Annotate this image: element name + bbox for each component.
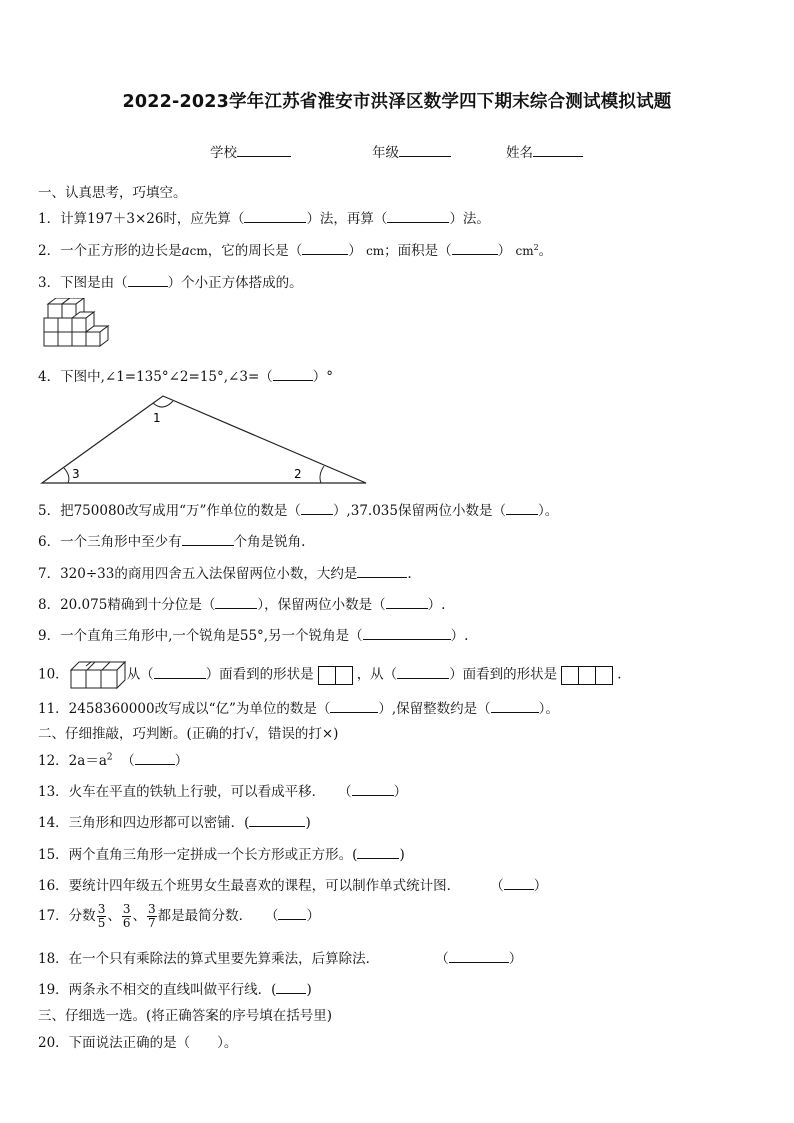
answer-blank[interactable] xyxy=(135,753,175,765)
answer-blank[interactable] xyxy=(182,534,234,546)
answer-blank[interactable] xyxy=(357,847,399,859)
question-8: 8．20.075精确到十分位是（ ），保留两位小数是（ ）. xyxy=(38,597,446,613)
question-7: 7．320÷33的商用四舍五入法保留两位小数，大约是 . xyxy=(38,566,412,582)
question-2: 2．一个正方形的边长是acm，它的周长是（ ） cm；面积是（ ） $cm^2$。 xyxy=(38,243,553,259)
section-1-heading: 一、认真思考，巧填空。 xyxy=(38,185,187,201)
triangle-figure xyxy=(40,392,370,488)
answer-blank[interactable] xyxy=(363,628,451,640)
answer-blank[interactable] xyxy=(352,784,394,796)
answer-blank[interactable] xyxy=(301,503,333,515)
angle-2-label: 2 xyxy=(294,467,302,481)
angle-1-label: 1 xyxy=(153,411,161,425)
answer-blank[interactable] xyxy=(273,369,313,381)
question-11: 11．2458360000改写成以“亿”为单位的数是（ ）,保留整数约是（ ）。 xyxy=(38,701,559,717)
grade-field[interactable]: 年级 xyxy=(372,141,451,161)
answer-blank[interactable] xyxy=(397,667,449,679)
question-20: 20．下面说法正确的是（ ）。 xyxy=(38,1035,238,1051)
answer-blank[interactable] xyxy=(452,243,498,255)
three-squares-shape xyxy=(561,666,613,685)
name-field[interactable]: 姓名 xyxy=(506,141,583,161)
answer-blank[interactable] xyxy=(249,815,305,827)
question-15: 15．两个直角三角形一定拼成一个长方形或正方形。( ) xyxy=(38,847,405,863)
question-12: 12．$2a=a^2$ （ ） xyxy=(38,752,189,769)
question-18: 18．在一个只有乘除法的算式里要先算乘法，后算除法． （ ） xyxy=(38,951,523,967)
cubes-figure xyxy=(40,298,112,354)
answer-blank[interactable] xyxy=(244,211,306,223)
answer-blank[interactable] xyxy=(357,566,407,578)
question-5: 5．把750080改写成用“万”作单位的数是（ ）,37.035保留两位小数是（ ）。 xyxy=(38,503,559,519)
answer-blank[interactable] xyxy=(276,982,306,994)
question-3: 3．下图是由（ ）个小正方体搭成的。 xyxy=(38,275,303,291)
school-field[interactable]: 学校 xyxy=(210,141,291,161)
answer-blank[interactable] xyxy=(330,701,378,713)
answer-blank[interactable] xyxy=(386,597,428,609)
question-16: 16．要统计四年级五个班男女生最喜欢的课程，可以制作单式统计图． （ ） xyxy=(38,878,548,894)
answer-blank[interactable] xyxy=(449,951,509,963)
answer-blank[interactable] xyxy=(302,243,348,255)
question-6: 6．一个三角形中至少有 个角是锐角. xyxy=(38,534,306,550)
cube-row-figure xyxy=(69,660,127,690)
answer-blank[interactable] xyxy=(278,908,306,920)
question-14: 14．三角形和四边形都可以密铺．( ) xyxy=(38,815,311,831)
two-squares-shape xyxy=(318,666,353,685)
question-9: 9．一个直角三角形中,一个锐角是55°,另一个锐角是（ ）. xyxy=(38,628,469,644)
question-4: 4．下图中,∠1=135°∠2=15°,∠3=（ ）° xyxy=(38,369,334,385)
answer-blank[interactable] xyxy=(215,597,257,609)
angle-3-label: 3 xyxy=(72,467,80,481)
question-1: 1．计算197＋3×26时，应先算（ ）法，再算（ ）法。 xyxy=(38,211,490,227)
answer-blank[interactable] xyxy=(504,878,534,890)
answer-blank[interactable] xyxy=(506,503,538,515)
question-13: 13．火车在平直的铁轨上行驶，可以看成平移． （ ） xyxy=(38,784,408,800)
section-3-heading: 三、仔细选一选。(将正确答案的序号填在括号里) xyxy=(38,1008,333,1024)
section-2-heading: 二、仔细推敲，巧判断。(正确的打√，错误的打×) xyxy=(38,726,339,742)
question-17: 17．分数 $\frac{3}{5}$ 、 $\frac{3}{6}$ 、 $\frac{3}{7}$ 都是最简分数． （ ） xyxy=(38,902,320,930)
answer-blank[interactable] xyxy=(128,275,168,287)
page-title: 2022-2023学年江苏省淮安市洪泽区数学四下期末综合测试模拟试题 xyxy=(122,92,672,112)
answer-blank[interactable] xyxy=(491,701,539,713)
question-19: 19．两条永不相交的直线叫做平行线．( ) xyxy=(38,982,312,998)
answer-blank[interactable] xyxy=(387,211,449,223)
question-10: 10． 从（ ）面看到的形状是 ，从（ ）面看到的形状是 . xyxy=(38,660,621,690)
answer-blank[interactable] xyxy=(154,667,206,679)
